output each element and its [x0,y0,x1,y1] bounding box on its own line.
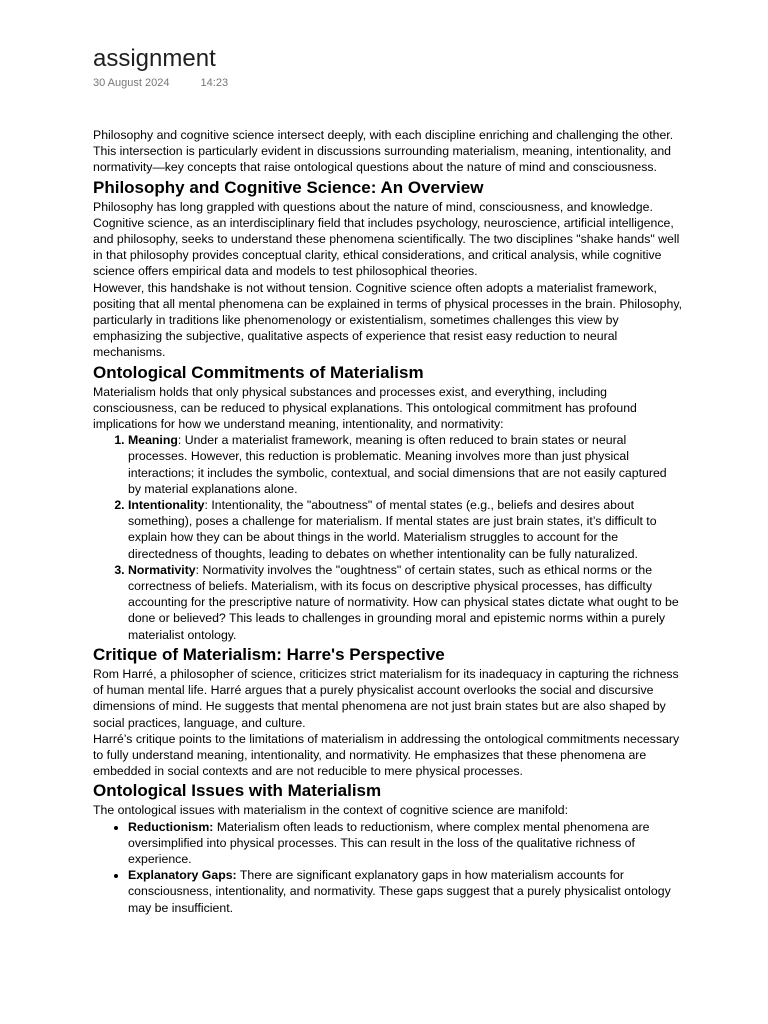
issues-paragraph: The ontological issues with materialism in the context of cognitive science are manifold: [93,803,569,818]
list-item-text: : Under a materialist framework, meaning is often reduced to brain states or neural processes. However, this reduction is problematic. Meaning involves more than just physical interactions; it includes the symbolic, contextual, and social dimensions that are not easily captured by material explanations alone. [128,433,667,496]
list-item-term: Meaning [128,433,178,448]
note-metadata [93,77,683,93]
section-heading-ontological-commitments: Ontological Commitments of Materialism [93,362,424,382]
list-item-meaning [128,432,683,497]
issues-bullet-list [93,819,683,916]
list-item-explanatory-gaps [128,867,683,916]
overview-paragraph-2: However, this handshake is not without tension. Cognitive science often adopts a materialist framework, positing that all mental phenomena can be explained in terms of physical processes in the brain. Philosophy, particularly in traditions like phenomenology or existentialism, sometimes challenges this view by emphasizing the subjective, qualitative aspects of experience that resist easy reduction to neural mechanisms. [93,280,683,360]
section-heading-harre-critique: Critique of Materialism: Harre's Perspective [93,644,445,664]
page-title[interactable]: assignment [93,45,216,72]
list-item-term: Intentionality [128,498,205,513]
list-item-text: : Intentionality, the "aboutness" of mental states (e.g., beliefs and desires about something), poses a challenge for materialism. If mental states are just brain states, it’s difficult to explain how they can be about things in the world. Materialism struggles to account for the directedness of thoughts, leading to debates on whether intentionality can be fully naturalized. [128,498,657,561]
commitments-numbered-list [93,432,683,643]
section-heading-overview: Philosophy and Cognitive Science: An Overview [93,177,484,197]
list-item-term: Normativity [128,562,196,577]
harre-paragraph-2: Harré’s critique points to the limitations of materialism in addressing the ontological commitments necessary to fully understand meaning, intentionality, and normativity. He emphasizes that these phenomena are embedded in social contexts and are not reducible to mere physical processes. [93,731,680,779]
list-item-intentionality [128,497,683,562]
list-item-normativity [128,562,683,643]
note-time: 14:23 [200,77,229,89]
list-item-reductionism [128,819,683,868]
list-item-text: There are significant explanatory gaps in how materialism accounts for consciousness, intentionality, and normativity. These gaps suggest that a purely physicalist ontology may be insufficient. [128,868,671,915]
note-date: 30 August 2024 [93,77,170,89]
section-heading-ontological-issues: Ontological Issues with Materialism [93,781,382,801]
list-item-term: Explanatory Gaps: [128,868,237,883]
harre-paragraph-1: Rom Harré, a philosopher of science, criticizes strict materialism for its inadequacy in capturing the richness of human mental life. Harré argues that a purely physicalist account overlooks the social and discursive dimensions of mind. He suggests that mental phenomena are not just brain states but are also shaped by social practices, language, and culture. [93,666,679,730]
note-body[interactable] [93,127,683,916]
overview-paragraph-1: Philosophy has long grappled with questions about the nature of mind, consciousness, and knowledge. Cognitive science, as an interdisciplinary field that includes psychology, neuroscience, artificial intelligence, and philosophy, seeks to understand these phenomena scientifically. The two disciplines "shake hands" well in that philosophy provides conceptual clarity, ethical considerations, and critical analysis, while cognitive science offers empirical data and models to test philosophical theories. [93,199,680,279]
list-item-text: Materialism often leads to reductionism, where complex mental phenomena are oversimplified into physical processes. This can result in the loss of the qualitative richness of experience. [128,819,650,866]
list-item-text: : Normativity involves the "oughtness" of certain states, such as ethical norms or the correctness of beliefs. Materialism, with its focus on descriptive physical processes, has difficulty accounting for the prescriptive nature of normativity. How can physical states dictate what ought to be done or believed? This leads to challenges in grounding moral and epistemic norms within a purely materialist ontology. [128,562,679,642]
note-page [93,44,683,916]
intro-paragraph: Philosophy and cognitive science intersect deeply, with each discipline enriching and challenging the other. This intersection is particularly evident in discussions surrounding materialism, meaning, intentionality, and normativity—key concepts that raise ontological questions about the nature of mind and consciousness. [93,128,674,175]
list-item-term: Reductionism: [128,819,214,834]
commitments-paragraph: Materialism holds that only physical substances and processes exist, and everything, including consciousness, can be reduced to physical explanations. This ontological commitment has profound implications for how we understand meaning, intentionality, and normativity: [93,384,637,432]
